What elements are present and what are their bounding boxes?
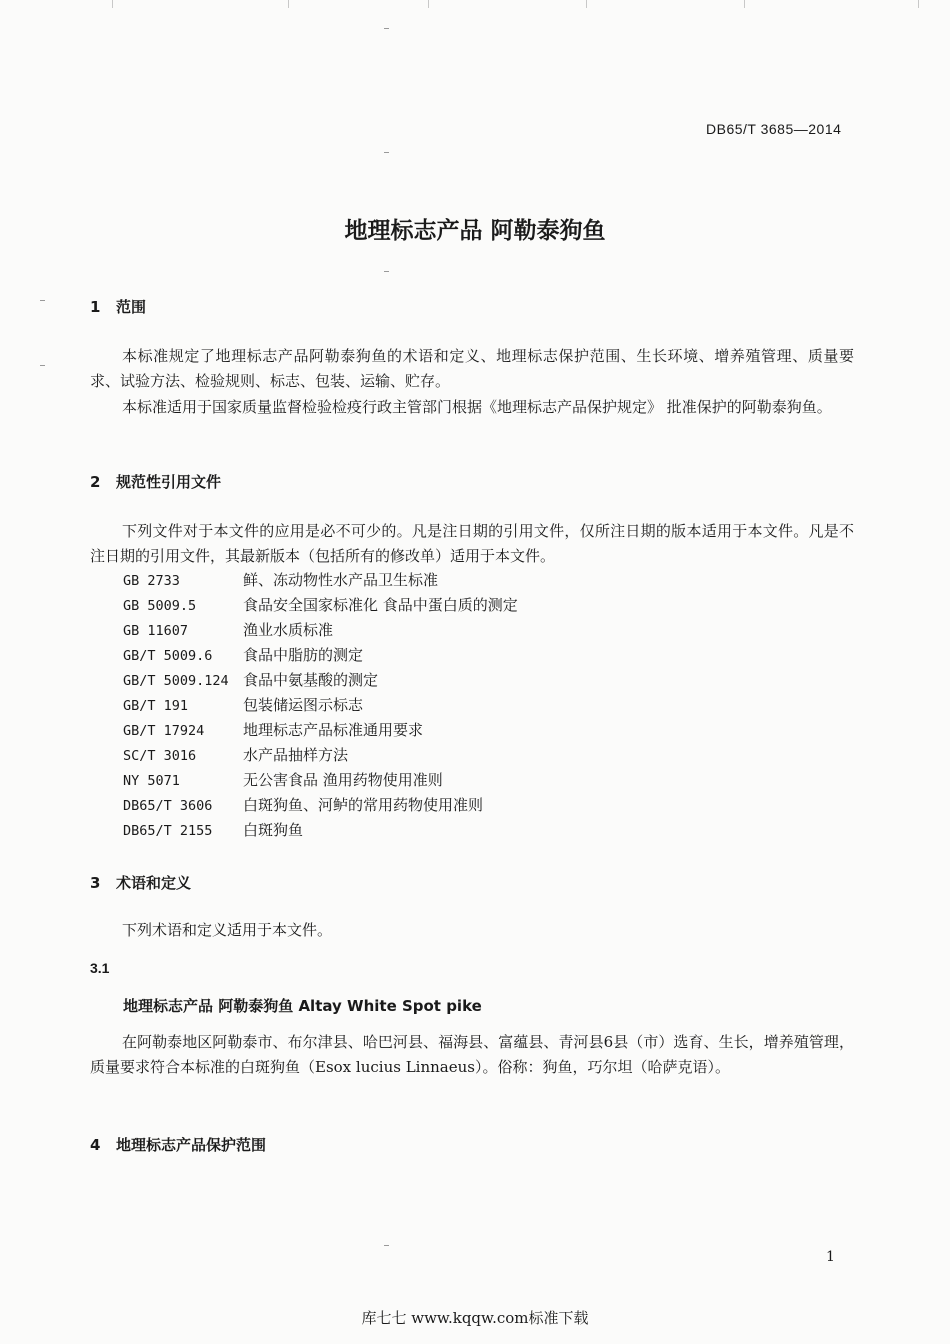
- term-definition: 在阿勒泰地区阿勒泰市、布尔津县、哈巴河县、福海县、富蕴县、青河县6县（市）选育、生长，增养殖管理，质量要求符合本标准的白斑狗鱼（Esox lucius Linnaeus）。俗称：狗鱼，巧尔坦（哈萨克语）。: [90, 1033, 854, 1076]
- reference-title: 渔业水质标准: [243, 621, 334, 639]
- section-number: 1: [90, 298, 101, 316]
- reference-title: 白斑狗鱼: [243, 821, 304, 839]
- reference-title: 白斑狗鱼、河鲈的常用药物使用准则: [243, 796, 484, 814]
- reference-code: NY 5071: [123, 773, 180, 789]
- term-number: 3.1: [90, 960, 110, 976]
- scan-speck: [384, 28, 389, 29]
- paragraph: 本标准适用于国家质量监督检验检疫行政主管部门根据《地理标志产品保护规定》 批准保护的阿勒泰狗鱼。: [122, 398, 832, 416]
- reference-title: 水产品抽样方法: [243, 746, 349, 764]
- reference-item: [123, 668, 518, 693]
- section-title: 地理标志产品保护范围: [116, 1136, 267, 1154]
- term-name: 地理标志产品 阿勒泰狗鱼 Altay White Spot pike: [123, 997, 482, 1015]
- section-title: 规范性引用文件: [116, 473, 222, 491]
- reference-title: 无公害食品 渔用药物使用准则: [243, 771, 443, 789]
- reference-code: GB/T 5009.6: [123, 648, 213, 664]
- reference-code: GB 5009.5: [123, 598, 197, 614]
- reference-code: GB 11607: [123, 623, 189, 639]
- scan-speck: [384, 152, 389, 153]
- section-title: 范围: [116, 298, 147, 316]
- reference-item: [123, 568, 518, 593]
- section-title: 术语和定义: [116, 874, 192, 892]
- reference-title: 鲜、冻动物性水产品卫生标准: [243, 571, 439, 589]
- scan-speck: [40, 300, 45, 301]
- section-number: 4: [90, 1136, 101, 1154]
- section-4-heading: [90, 1134, 266, 1155]
- reference-item: [123, 593, 518, 618]
- section-number: 3: [90, 874, 101, 892]
- reference-title: 食品中脂肪的测定: [243, 646, 364, 664]
- section-2-heading: [90, 471, 221, 492]
- paragraph: 本标准规定了地理标志产品阿勒泰狗鱼的术语和定义、地理标志保护范围、生长环境、增养殖管理、质量要求、试验方法、检验规则、标志、包装、运输、贮存。: [90, 347, 854, 390]
- reference-code: GB 2733: [123, 573, 180, 589]
- reference-item: [123, 718, 518, 743]
- reference-title: 地理标志产品标准通用要求: [243, 721, 424, 739]
- scan-speck: [384, 1245, 389, 1246]
- reference-item: [123, 643, 518, 668]
- reference-item: [123, 618, 518, 643]
- reference-item: [123, 743, 518, 768]
- reference-item: [123, 693, 518, 718]
- reference-item: [123, 793, 518, 818]
- reference-code: GB/T 5009.124: [123, 673, 229, 689]
- scan-top-edge: [0, 0, 950, 10]
- scan-speck: [384, 271, 389, 272]
- reference-item: [123, 768, 518, 793]
- reference-code: GB/T 191: [123, 698, 189, 714]
- reference-title: 包装储运图示标志: [243, 696, 364, 714]
- document-title: 地理标志产品 阿勒泰狗鱼: [344, 218, 606, 244]
- normative-references-list: [123, 568, 518, 843]
- footer-watermark: 库七七 www.kqqw.com标准下载: [361, 1309, 589, 1327]
- reference-code: GB/T 17924: [123, 723, 205, 739]
- scan-speck: [40, 365, 45, 366]
- paragraph: 下列文件对于本文件的应用是必不可少的。凡是注日期的引用文件，仅所注日期的版本适用于本文件。凡是不注日期的引用文件，其最新版本（包括所有的修改单）适用于本文件。: [90, 522, 854, 565]
- paragraph: 下列术语和定义适用于本文件。: [122, 921, 333, 939]
- reference-code: DB65/T 2155: [123, 823, 213, 839]
- reference-code: SC/T 3016: [123, 748, 197, 764]
- reference-title: 食品安全国家标准化 食品中蛋白质的测定: [243, 596, 518, 614]
- reference-item: [123, 818, 518, 843]
- reference-code: DB65/T 3606: [123, 798, 213, 814]
- section-3-heading: [90, 872, 191, 893]
- section-1-heading: [90, 296, 146, 317]
- section-number: 2: [90, 473, 101, 491]
- standard-code: DB65/T 3685—2014: [706, 121, 842, 137]
- reference-title: 食品中氨基酸的测定: [243, 671, 379, 689]
- page-number: 1: [826, 1249, 835, 1265]
